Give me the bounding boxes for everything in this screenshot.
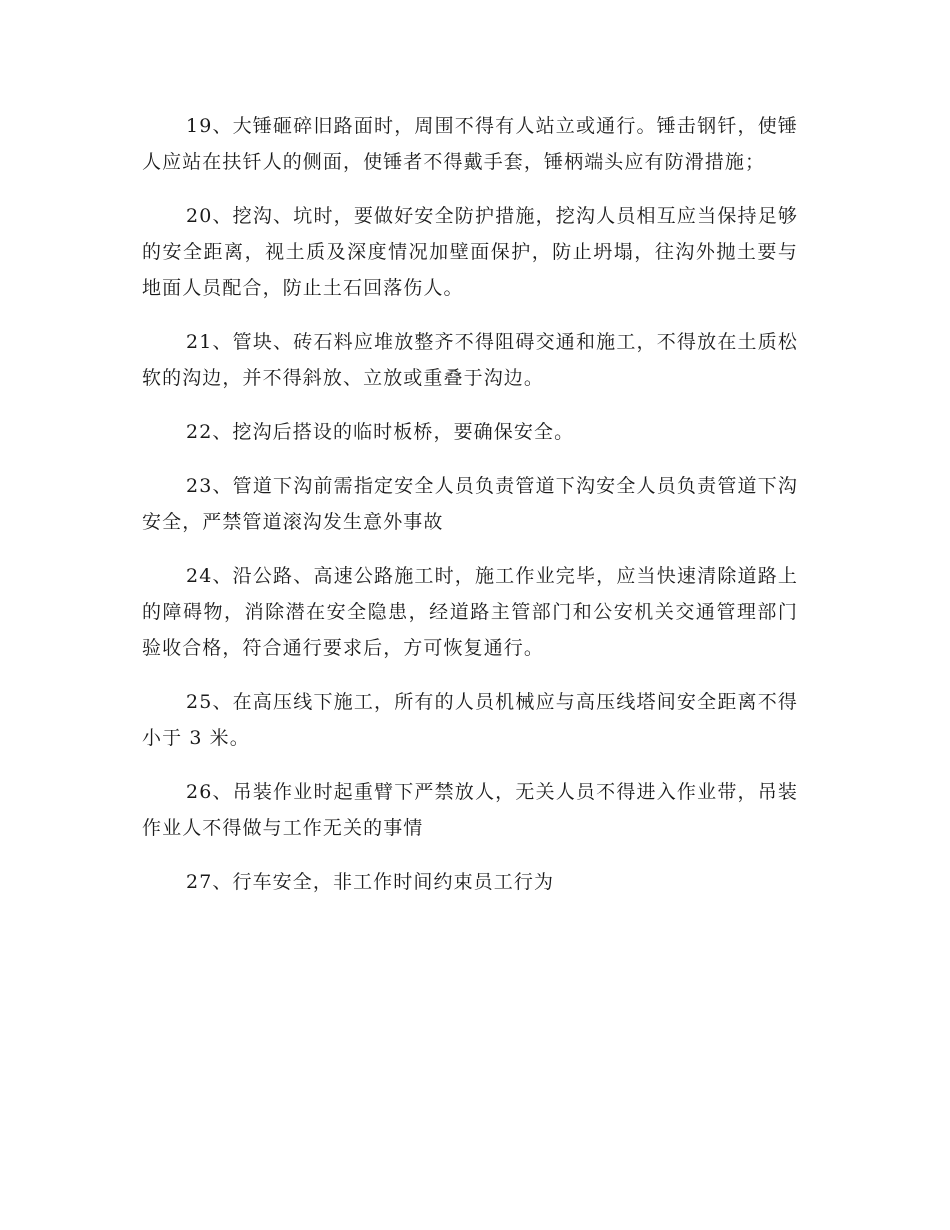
paragraph-19: 19、大锤砸碎旧路面时，周围不得有人站立或通行。锤击钢钎，使锤人应站在扶钎人的侧面，使锤者不得戴手套，锤柄端头应有防滑措施； bbox=[142, 115, 798, 173]
paragraph-20: 20、挖沟、坑时，要做好安全防护措施，挖沟人员相互应当保持足够的安全距离，视土质及深度情况加壁面保护，防止坍塌，往沟外抛土要与地面人员配合，防止土石回落伤人。 bbox=[142, 205, 798, 299]
paragraph-22: 22、挖沟后搭设的临时板桥，要确保安全。 bbox=[186, 421, 575, 443]
paragraph-25: 25、在高压线下施工，所有的人员机械应与高压线塔间安全距离不得小于 3 米。 bbox=[142, 691, 798, 749]
paragraph-24: 24、沿公路、高速公路施工时，施工作业完毕，应当快速清除道路上的障碍物，消除潜在安全隐患，经道路主管部门和公安机关交通管理部门验收合格，符合通行要求后，方可恢复通行。 bbox=[142, 565, 798, 659]
paragraph-21: 21、管块、砖石料应堆放整齐不得阻碍交通和施工，不得放在土质松软的沟边，并不得斜放、立放或重叠于沟边。 bbox=[142, 331, 798, 389]
document-body bbox=[142, 108, 798, 918]
paragraph-26: 26、吊装作业时起重臂下严禁放人，无关人员不得进入作业带，吊装作业人不得做与工作无关的事情 bbox=[142, 781, 798, 839]
paragraph-23: 23、管道下沟前需指定安全人员负责管道下沟安全人员负责管道下沟安全，严禁管道滚沟发生意外事故 bbox=[142, 475, 798, 533]
paragraph-27: 27、行车安全，非工作时间约束员工行为 bbox=[186, 871, 555, 893]
